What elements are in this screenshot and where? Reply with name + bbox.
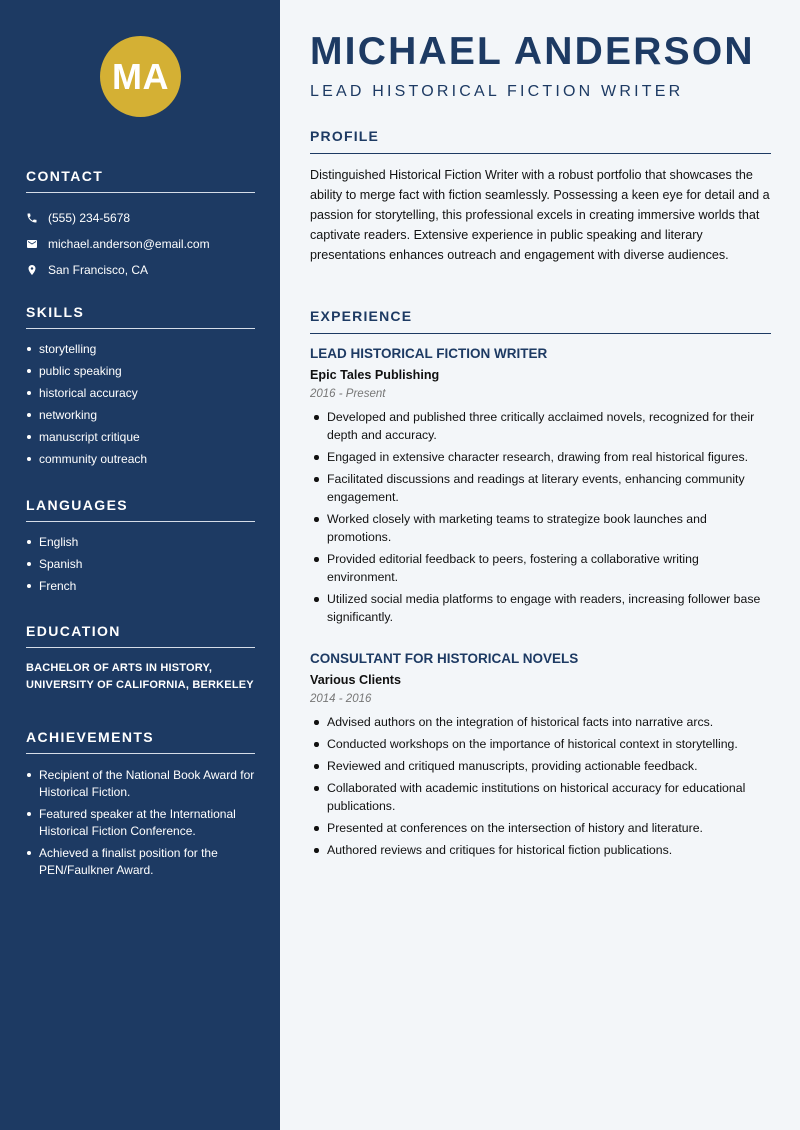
- job-bullet: Presented at conferences on the intersection of history and literature.: [310, 819, 771, 837]
- job-bullets: [310, 713, 771, 859]
- job-bullet: Authored reviews and critiques for historical fiction publications.: [310, 841, 771, 859]
- job-bullet: Worked closely with marketing teams to strategize book launches and promotions.: [310, 510, 771, 546]
- job-bullet: Utilized social media platforms to engage with readers, increasing follower base significantly.: [310, 590, 771, 626]
- job-entry: [310, 651, 771, 863]
- job-bullet: Developed and published three critically acclaimed novels, recognized for their depth and accuracy.: [310, 408, 771, 444]
- education-section: [26, 623, 255, 694]
- candidate-name: MICHAEL ANDERSON: [310, 30, 755, 73]
- job-bullet: Conducted workshops on the importance of historical context in storytelling.: [310, 735, 771, 753]
- achievements-list: [26, 767, 255, 879]
- job-bullet: Provided editorial feedback to peers, fostering a collaborative writing environment.: [310, 550, 771, 586]
- job-title: LEAD HISTORICAL FICTION WRITER: [310, 346, 548, 361]
- job-bullet: Facilitated discussions and readings at literary events, enhancing community engagement.: [310, 470, 771, 506]
- sidebar: [0, 0, 280, 1130]
- language-item: Spanish: [26, 556, 255, 572]
- job-bullet: Engaged in extensive character research, drawing from real historical figures.: [310, 448, 771, 466]
- contact-location: [26, 257, 255, 283]
- skill-item: manuscript critique: [26, 429, 255, 445]
- phone-icon: [26, 212, 38, 224]
- job-company: Epic Tales Publishing: [310, 368, 440, 382]
- skills-heading: SKILLS: [26, 304, 255, 329]
- location-pin-icon: [26, 264, 38, 276]
- education-line-1: BACHELOR OF ARTS IN HISTORY,: [26, 662, 213, 674]
- mail-icon: [26, 238, 38, 250]
- avatar: MA: [100, 36, 181, 117]
- achievements-heading: ACHIEVEMENTS: [26, 729, 255, 754]
- education-heading: EDUCATION: [26, 623, 255, 648]
- languages-heading: LANGUAGES: [26, 497, 255, 522]
- achievement-item: Recipient of the National Book Award for Historical Fiction.: [26, 767, 255, 801]
- experience-heading: EXPERIENCE: [310, 308, 771, 334]
- skill-item: public speaking: [26, 363, 255, 379]
- job-bullet: Advised authors on the integration of historical facts into narrative arcs.: [310, 713, 771, 731]
- job-bullet: Reviewed and critiqued manuscripts, providing actionable feedback.: [310, 757, 771, 775]
- job-title: CONSULTANT FOR HISTORICAL NOVELS: [310, 651, 579, 666]
- languages-list: [26, 534, 255, 594]
- contact-section: [26, 168, 255, 283]
- job-dates: 2014 - 2016: [310, 693, 372, 705]
- job-dates: 2016 - Present: [310, 388, 386, 400]
- job-entry: [310, 346, 771, 630]
- achievements-section: [26, 729, 255, 884]
- education-line-2: UNIVERSITY OF CALIFORNIA, BERKELEY: [26, 679, 254, 691]
- languages-section: [26, 497, 255, 600]
- job-company: Various Clients: [310, 673, 401, 687]
- skill-item: storytelling: [26, 341, 255, 357]
- skills-list: [26, 341, 255, 467]
- language-item: French: [26, 578, 255, 594]
- achievement-item: Featured speaker at the International Historical Fiction Conference.: [26, 806, 255, 840]
- profile-text: Distinguished Historical Fiction Writer with a robust portfolio that showcases the ability to merge fact with fiction seamlessly. Possessing a keen eye for detail and a passion for storytelling, this professional excels in creating immersive worlds that captivate readers. Extensive experience in public speaking and literary presentations enhances outreach and engagement with diverse audiences.: [310, 168, 770, 262]
- experience-section: [310, 308, 771, 345]
- education-degree: [26, 660, 255, 694]
- skills-section: [26, 304, 255, 473]
- job-bullets: [310, 408, 771, 626]
- email-text[interactable]: michael.anderson@email.com: [48, 237, 210, 251]
- achievement-item: Achieved a finalist position for the PEN/Faulkner Award.: [26, 845, 255, 879]
- profile-section: [310, 128, 771, 265]
- location-text: San Francisco, CA: [48, 263, 149, 277]
- phone-text: (555) 234-5678: [48, 211, 131, 225]
- skill-item: community outreach: [26, 451, 255, 467]
- contact-phone: [26, 205, 255, 231]
- profile-heading: PROFILE: [310, 128, 771, 154]
- candidate-title: LEAD HISTORICAL FICTION WRITER: [310, 83, 684, 100]
- contact-email: [26, 231, 255, 257]
- skill-item: historical accuracy: [26, 385, 255, 401]
- skill-item: networking: [26, 407, 255, 423]
- language-item: English: [26, 534, 255, 550]
- contact-heading: CONTACT: [26, 168, 255, 193]
- job-bullet: Collaborated with academic institutions on historical accuracy for educational publications.: [310, 779, 771, 815]
